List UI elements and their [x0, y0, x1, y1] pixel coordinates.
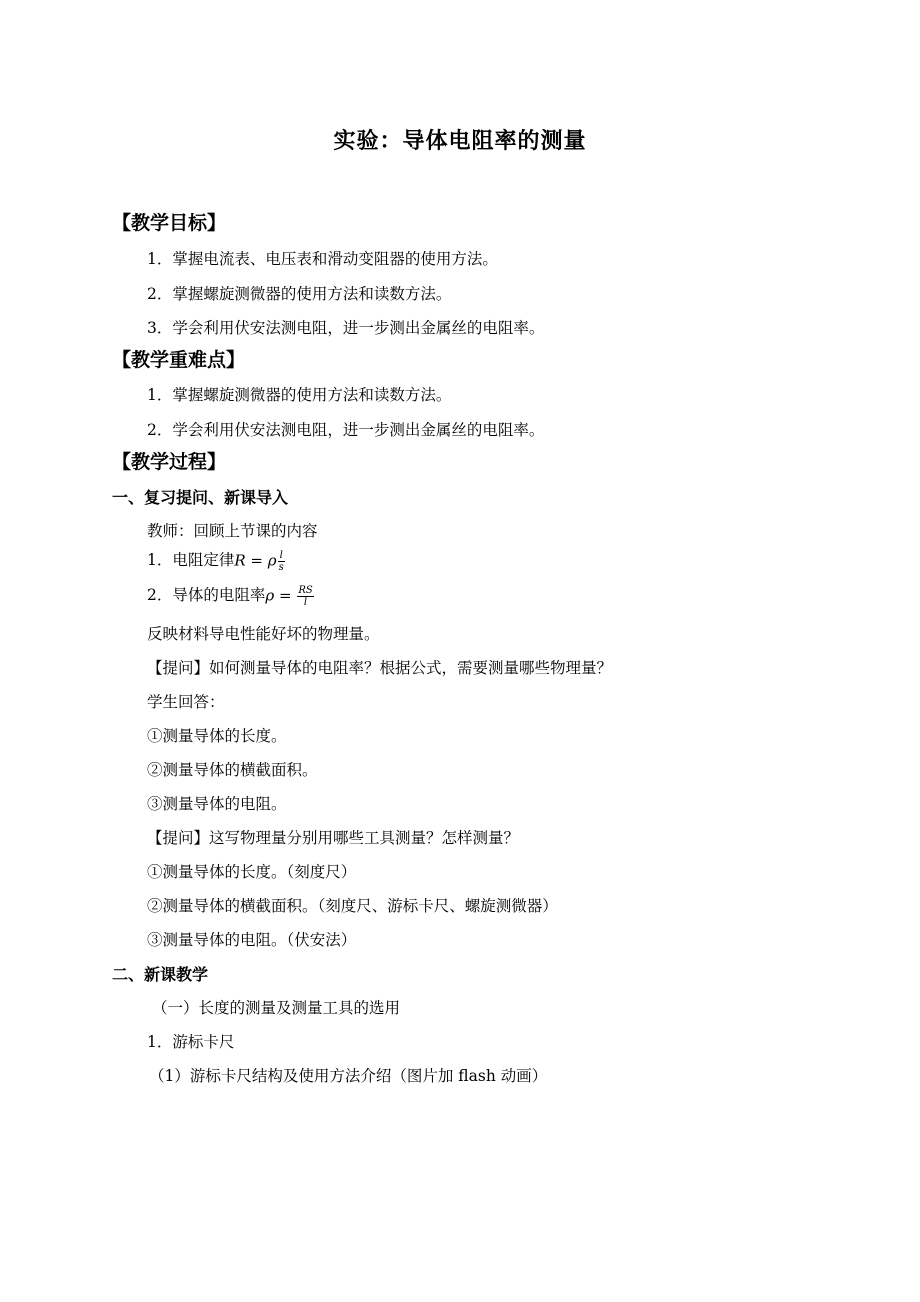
keypoint-item-2: 2．学会利用伏安法测电阻，进一步测出金属丝的电阻率。 [147, 421, 545, 439]
teacher-line: 教师：回顾上节课的内容 [147, 522, 318, 540]
section-2-item-1-1: （1）游标卡尺结构及使用方法介绍（图片加 flash 动画） [149, 1067, 548, 1085]
question-2: 【提问】这写物理量分别用哪些工具测量？怎样测量？ [147, 829, 520, 847]
answer-1-item-3: ③测量导体的电阻。 [147, 795, 287, 813]
resistivity-label: 2．导体的电阻率 [147, 586, 266, 604]
answer-2-item-3: ③测量导体的电阻。（伏安法） [147, 931, 357, 949]
subsection-1: （一）长度的测量及测量工具的选用 [152, 999, 401, 1017]
reflects-line: 反映材料导电性能好坏的物理量。 [147, 625, 380, 643]
resistance-law-formula [234, 550, 284, 573]
student-answer-label: 学生回答： [147, 693, 225, 711]
answer-1-item-2: ②测量导体的横截面积。 [147, 761, 318, 779]
question-1: 【提问】如何测量导体的电阻率？根据公式，需要测量哪些物理量？ [147, 659, 613, 677]
formula-fraction [297, 585, 313, 608]
formula-lhs: ρ = [265, 586, 297, 604]
keypoint-item-1: 1．掌握螺旋测微器的使用方法和读数方法。 [147, 386, 452, 404]
resistivity-formula [265, 585, 313, 608]
formula-lhs: R = ρ [234, 551, 277, 569]
fraction-denominator: s [278, 561, 284, 573]
document-title: 实验：导体电阻率的测量 [333, 128, 587, 154]
fraction-denominator: l [303, 596, 308, 608]
answer-2-item-1: ①测量导体的长度。（刻度尺） [147, 863, 357, 881]
keypoints-heading: 【教学重难点】 [112, 349, 246, 371]
resistivity-line [147, 583, 314, 608]
section-2-heading: 二、新课教学 [112, 965, 209, 984]
process-heading: 【教学过程】 [112, 451, 227, 473]
formula-fraction [278, 550, 285, 573]
goal-item-2: 2．掌握螺旋测微器的使用方法和读数方法。 [147, 285, 452, 303]
goal-item-1: 1．掌握电流表、电压表和滑动变阻器的使用方法。 [147, 250, 498, 268]
section-2-item-1: 1．游标卡尺 [147, 1033, 235, 1051]
answer-2-item-2: ②测量导体的横截面积。（刻度尺、游标卡尺、螺旋测微器） [147, 897, 558, 915]
fraction-numerator: RS [298, 584, 313, 596]
goals-heading: 【教学目标】 [112, 212, 227, 234]
resistance-law-line [147, 548, 285, 573]
fraction-numerator: l [279, 549, 283, 561]
resistance-law-label: 1．电阻定律 [147, 551, 235, 569]
answer-1-item-1: ①测量导体的长度。 [147, 727, 287, 745]
section-1-heading: 一、复习提问、新课导入 [112, 488, 289, 507]
goal-item-3: 3．学会利用伏安法测电阻，进一步测出金属丝的电阻率。 [147, 319, 545, 337]
